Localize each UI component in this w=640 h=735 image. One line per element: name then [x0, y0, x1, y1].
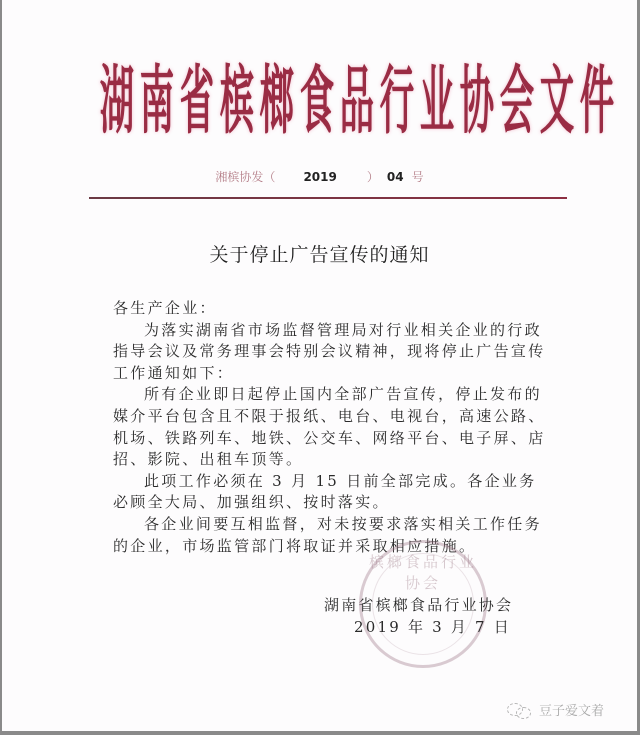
doc-number-prefix: 湘槟协发（ — [215, 170, 276, 184]
title-char: 榔 — [259, 59, 295, 145]
seal-text: 槟榔食品行业协会 — [368, 553, 477, 592]
notice-title: 关于停止广告宣传的通知 — [209, 244, 430, 266]
wechat-watermark — [507, 700, 604, 719]
title-char: 协 — [459, 59, 495, 145]
title-char: 湖 — [99, 59, 135, 145]
title-char: 行 — [379, 59, 415, 145]
body-paragraph: 为落实湖南省市场监督管理局对行业相关企业的行政指导会议及常务理事会特别会议精神，现将停止广告宣传工作通知如下： — [113, 320, 546, 382]
body-paragraph: 此项工作必须在 3 月 15 日前全部完成。各企业务必顾全大局、加强组织、按时落实。 — [113, 471, 537, 512]
body-paragraph: 所有企业即日起停止国内全部广告宣传，停止发布的媒介平台包含且不限于报纸、电台、电视台，高速公路、机场、铁路列车、地铁、公交车、网络平台、电子屏、店招、影院、出租车顶等。 — [113, 385, 546, 469]
salutation: 各生产企业： — [113, 299, 217, 317]
doc-number-value: 04 — [386, 170, 404, 184]
title-char: 品 — [339, 59, 375, 145]
title-char: 槟 — [219, 59, 255, 145]
title-char: 件 — [579, 59, 615, 145]
signature-date: 2019 年 3 月 7 日 — [354, 618, 511, 636]
title-char: 文 — [539, 59, 575, 145]
document-page — [2, 0, 637, 731]
title-char: 食 — [299, 59, 335, 145]
header-divider — [89, 197, 567, 199]
watermark-text: 豆子爱文着 — [539, 704, 605, 719]
title-char: 省 — [179, 59, 215, 145]
doc-number-suffix: 号 — [411, 170, 424, 184]
doc-number-close: ） — [366, 170, 379, 184]
title-char: 业 — [419, 59, 455, 145]
signature-block — [324, 594, 524, 638]
title-char: 南 — [139, 59, 175, 145]
signature-organization: 湖南省槟榔食品行业协会 — [324, 596, 514, 614]
title-char: 会 — [499, 59, 535, 145]
body-paragraph: 各企业间要互相监督，对未按要求落实相关工作任务的企业，市场监管部门将取证并采取相应措施。 — [113, 514, 542, 555]
doc-number-year: 2019 — [303, 170, 337, 184]
document-header-title — [97, 59, 615, 145]
notice-body — [113, 298, 547, 557]
wechat-icon — [507, 702, 533, 718]
document-number — [2, 168, 637, 185]
